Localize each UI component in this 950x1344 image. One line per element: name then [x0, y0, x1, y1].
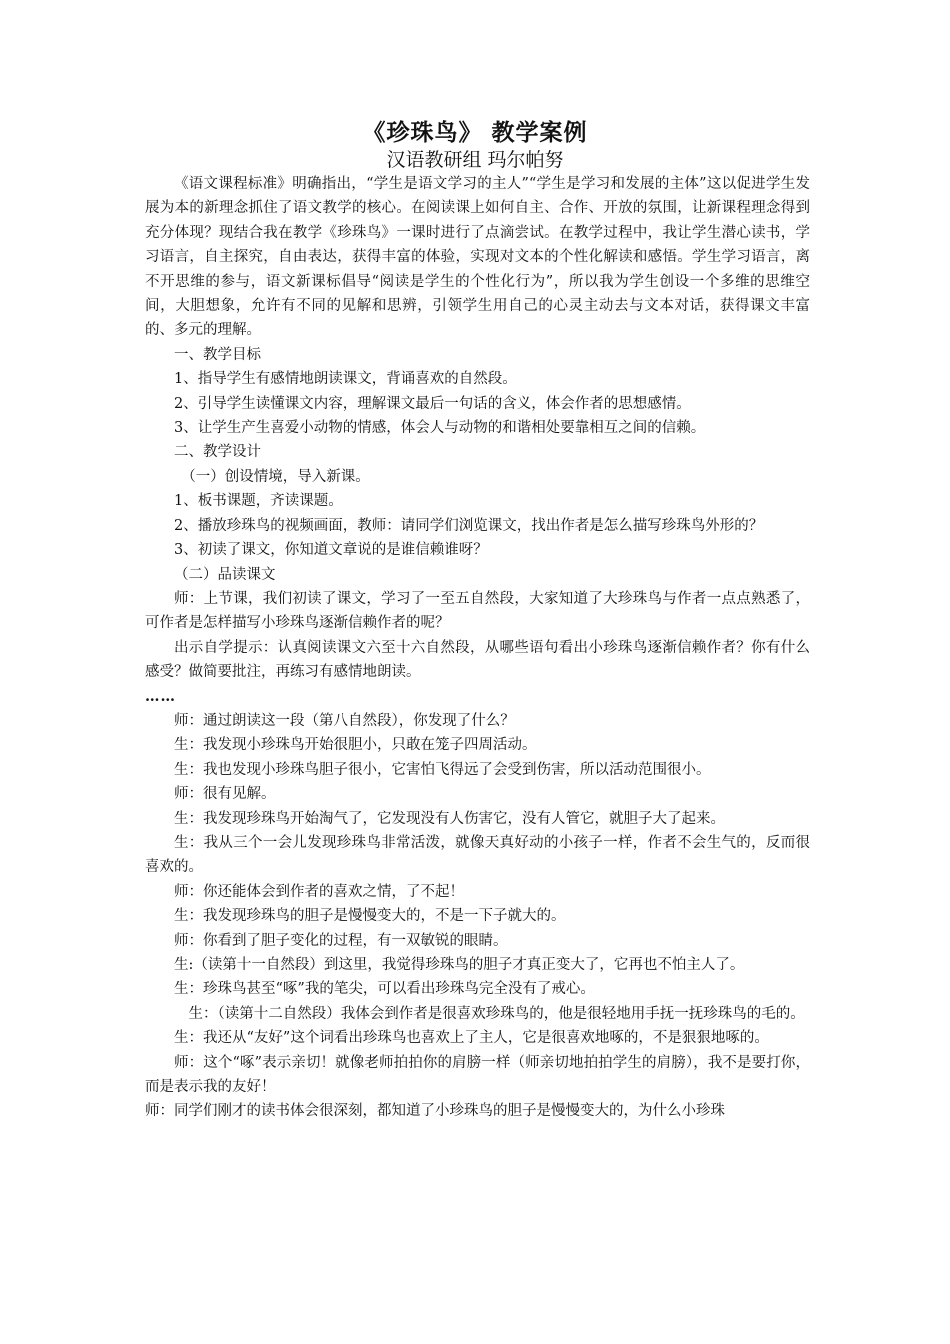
dialogue-line: 师：同学们刚才的读书体会很深刻，都知道了小珍珠鸟的胆子是慢慢变大的，为什么小珍珠 [145, 1103, 725, 1120]
dialogue-line: 生:（读第十一自然段）到这里，我觉得珍珠鸟的胆子才真正变大了，它再也不怕主人了。 [174, 957, 745, 973]
dialogue-line: 师：你看到了胆子变化的过程，有一双敏锐的眼睛。 [174, 932, 508, 949]
document-title: 《珍珠鸟》 教学案例 [362, 120, 588, 146]
dialogue-line: 生：珍珠鸟甚至“啄”我的笔尖，可以看出珍珠鸟完全没有了戒心。 [174, 981, 595, 998]
goal-item: 1、指导学生有感情地朗读课文，背诵喜欢的自然段。 [174, 371, 517, 388]
dialogue-line: 师：你还能体会到作者的喜欢之情，了不起！ [174, 883, 464, 900]
dialogue-line: 生：我从三个一会儿发现珍珠鸟非常活泼，就像天真好动的小孩子一样，作者不会生气的，反而很喜欢的。 [145, 834, 810, 876]
subsection-heading: （二）品读课文 [174, 566, 276, 583]
dialogue-line: 师：通过朗读这一段（第八自然段），你发现了什么？ [174, 712, 515, 729]
dialogue-line: 生：（读第十二自然段）我体会到作者是很喜欢珍珠鸟的，他是很轻地用手抚一抚珍珠鸟的毛的。 [188, 1005, 805, 1022]
goal-item: 3、让学生产生喜爱小动物的情感，体会人与动物的和谐相处要靠相互之间的信赖。 [174, 420, 706, 437]
document-body [145, 172, 810, 1124]
design-item: 3、初读了课文，你知道文章说的是谁信赖谁呀？ [174, 542, 488, 559]
document-author: 汉语教研组 玛尔帕努 [386, 149, 564, 171]
dialogue-line: 生：我发现珍珠鸟的胆子是慢慢变大的，不是一下子就大的。 [174, 908, 566, 925]
goal-item: 2、引导学生读懂课文内容，理解课文最后一句话的含义，体会作者的思想感情。 [174, 395, 691, 412]
subsection-heading: （一）创设情境，导入新课。 [181, 468, 370, 485]
dialogue-line: 师：上节课，我们初读了课文，学习了一至五自然段，大家知道了大珍珠鸟与作者一点点熟悉了，可作者是怎样描写小珍珠鸟逐渐信赖作者的呢？ [145, 590, 810, 632]
dialogue-line: 生：我也发现小珍珠鸟胆子很小，它害怕飞得远了会受到伤害，所以活动范围很小。 [174, 761, 711, 778]
dialogue-line: 生：我发现珍珠鸟开始淘气了，它发现没有人伤害它，没有人管它，就胆子大了起来。 [174, 810, 725, 827]
dialogue-line: 出示自学提示：认真阅读课文六至十六自然段，从哪些语句看出小珍珠鸟逐渐信赖作者？你有什么感受？做简要批注，再练习有感情地朗读。 [145, 639, 810, 681]
dialogue-line: 生：我还从“友好”这个词看出珍珠鸟也喜欢上了主人，它是很喜欢地啄的，不是狠狠地啄的。 [174, 1030, 769, 1047]
section-heading-goals: 一、教学目标 [174, 346, 261, 363]
design-item: 2、播放珍珠鸟的视频画面，教师：请同学们浏览课文，找出作者是怎么描写珍珠鸟外形的？ [174, 517, 764, 534]
section-heading-design: 二、教学设计 [174, 444, 261, 461]
design-item: 1、板书课题，齐读课题。 [174, 493, 343, 510]
dialogue-line: 师：很有见解。 [174, 786, 276, 803]
dialogue-line: 生：我发现小珍珠鸟开始很胆小，只敢在笼子四周活动。 [174, 737, 537, 754]
dialogue-line: 师：这个“啄”表示亲切！就像老师拍拍你的肩膀一样（师亲切地拍拍学生的肩膀），我不是要打你，而是表示我的友好！ [145, 1054, 810, 1096]
intro-paragraph: 《语文课程标准》明确指出，“学生是语文学习的主人”“学生是学习和发展的主体”这以促进学生发展为本的新理念抓住了语文教学的核心。在阅读课上如何自主、合作、开放的氛围，让新课程理念得到充分体现？现结合我在教学《珍珠鸟》一课时进行了点滴尝试。在教学过程中，我让学生潜心读书，学习语言，自主探究，自由表达，获得丰富的体验，实现对文本的个性化解读和感悟。学生学习语言，离不开思维的参与，语文新课标倡导“阅读是学生的个性化行为”，所以我为学生创设一个多维的思维空间，大胆想象，允许有不同的见解和思辨，引领学生用自己的心灵主动去与文本对话，获得课文丰富的、多元的理解。 [145, 176, 810, 339]
ellipsis: …… [145, 687, 176, 705]
